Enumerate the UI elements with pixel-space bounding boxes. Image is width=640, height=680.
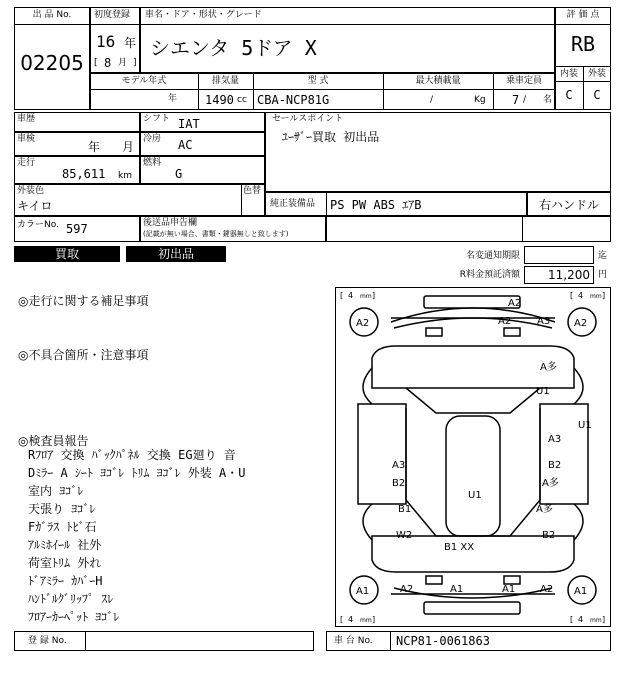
fuel-label: 燃料 bbox=[143, 158, 162, 168]
mark-top-bumper: A2 bbox=[508, 298, 522, 309]
mark-b1-xx: B1 XX bbox=[444, 542, 475, 553]
inspector-line: Rﾌﾛｱ 交換 ﾊﾞｯｸﾊﾟﾈﾙ 交換 EG廻り 音 bbox=[28, 448, 236, 462]
equipment-label: 純正装備品 bbox=[270, 199, 316, 209]
mark-wheel-tl: A2 bbox=[356, 318, 370, 329]
tyre-rr-bracket: [ bbox=[570, 615, 574, 624]
max-load-separator: / bbox=[430, 95, 434, 105]
ac-label: 冷房 bbox=[143, 134, 162, 144]
buy-tag: 買取 bbox=[14, 246, 120, 262]
equipment-vline bbox=[326, 192, 327, 216]
mark-a3-right: A3 bbox=[548, 434, 562, 445]
mark-b2-r2: B2 bbox=[542, 530, 556, 541]
reg-no-label: 登 録 No. bbox=[28, 636, 67, 646]
driving-notes-label: ◎走行に関する補足事項 bbox=[18, 294, 149, 308]
displacement-label: 排気量 bbox=[211, 76, 239, 86]
first-reg-month-unit: 月 bbox=[118, 58, 128, 68]
spec-row-hdivider bbox=[90, 89, 555, 90]
model-year-label: モデル年式 bbox=[121, 76, 167, 86]
tyre-fr-unit: mm bbox=[590, 293, 602, 300]
color-no-label: カラーNo. bbox=[17, 220, 59, 230]
rating-value: RB bbox=[570, 32, 596, 56]
tyre-rr: 4 bbox=[578, 615, 584, 624]
inspector-line: 天張り ﾖｺﾞﾚ bbox=[28, 502, 96, 516]
capacity-unit: 名 bbox=[543, 95, 553, 105]
later-report-value-cell bbox=[326, 216, 611, 242]
recycle-amount: 11,200 bbox=[548, 268, 590, 282]
shift-label: シフト bbox=[143, 114, 171, 124]
inspector-line: 荷室ﾄﾘﾑ 外れ bbox=[28, 556, 102, 570]
first-reg-label: 初度登録 bbox=[94, 10, 131, 20]
rating-grade-divider2 bbox=[555, 81, 611, 82]
capacity-separator: / bbox=[523, 95, 527, 105]
mark-w2: W2 bbox=[396, 530, 413, 541]
first-reg-month: 8 bbox=[104, 56, 112, 70]
tyre-fl: 4 bbox=[348, 291, 354, 300]
color-label: 外装色 bbox=[17, 186, 45, 196]
color-value: キイロ bbox=[17, 199, 53, 213]
inspector-line: ｱﾙﾐﾎｲｰﾙ 社外 bbox=[28, 538, 102, 552]
rating-divider bbox=[555, 24, 611, 25]
mark-a-dash-r2: A多 bbox=[536, 504, 553, 515]
recycle-unit: 円 bbox=[598, 270, 608, 280]
mark-b2-right: B2 bbox=[548, 460, 562, 471]
later-report-vline bbox=[522, 216, 523, 242]
recycle-label: R料金預託済額 bbox=[459, 270, 520, 280]
max-load-label: 最大積載量 bbox=[415, 76, 461, 86]
mark-wheel-br: A1 bbox=[574, 586, 588, 597]
mark-top-a2: A2 bbox=[498, 316, 512, 327]
steering-value: 右ハンドル bbox=[538, 198, 599, 212]
mileage-value: 85,611 bbox=[62, 167, 106, 181]
car-diagram-svg bbox=[336, 288, 610, 626]
displacement-unit: cc bbox=[237, 95, 247, 105]
mark-wheel-tr: A2 bbox=[574, 318, 588, 329]
first-reg-year: 16 bbox=[96, 32, 116, 51]
name-change-unit: 迄 bbox=[598, 251, 608, 261]
sales-point-text: ﾕｰｻﾞｰ買取 初出品 bbox=[282, 130, 380, 144]
chassis-label: 車 台 No. bbox=[334, 636, 373, 646]
displacement: 1490 bbox=[205, 93, 234, 107]
mark-bot-a2-right: A2 bbox=[540, 584, 554, 595]
later-report-note: (記載が無い場合、書類・鍵器無しと致します) bbox=[143, 230, 289, 238]
equipment-value: PS PW ABS ｴｱB bbox=[330, 198, 422, 212]
tyre-fl-unit: mm bbox=[360, 293, 372, 300]
inspector-line: Fｶﾞﾗｽ ﾄﾋﾞ石 bbox=[28, 520, 97, 534]
tyre-rl: 4 bbox=[348, 615, 354, 624]
tyre-fr-bracket-close: ] bbox=[602, 291, 606, 300]
color-no-value: 597 bbox=[66, 222, 88, 236]
inspector-line: ﾊﾝﾄﾞﾙｸﾞﾘｯﾌﾟ ｽﾚ bbox=[28, 592, 114, 606]
inspection-label: 車検 bbox=[17, 134, 36, 144]
inspector-line: ﾌﾛｱｰｶｰﾍﾟｯﾄ ﾖｺﾞﾚ bbox=[28, 610, 120, 624]
mark-a-dash3: A多 bbox=[540, 362, 557, 373]
inspector-line: Dﾐﾗｰ A ｼｰﾄ ﾖｺﾞﾚ ﾄﾘﾑ ﾖｺﾞﾚ 外装 A・U bbox=[28, 466, 246, 480]
reg-no-vline bbox=[85, 631, 86, 651]
capacity-label: 乗車定員 bbox=[505, 76, 542, 86]
inspector-line: 室内 ﾖｺﾞﾚ bbox=[28, 484, 84, 498]
tyre-fl-bracket: [ bbox=[340, 291, 344, 300]
name-change-box bbox=[524, 246, 594, 264]
inspector-report-label: ◎検査員報告 bbox=[18, 434, 89, 448]
first-reg-divider bbox=[90, 24, 140, 25]
inspector-line: ﾄﾞｱﾐﾗｰ ｶﾊﾞｰH bbox=[28, 574, 103, 588]
exterior-grade-label: 外装 bbox=[587, 69, 606, 79]
model-code: CBA-NCP81G bbox=[257, 93, 330, 107]
mark-bot-a1-b: A1 bbox=[502, 584, 516, 595]
capacity: 7 bbox=[512, 93, 520, 107]
mileage-label: 走行 bbox=[17, 158, 36, 168]
mark-a-dash-r: A多 bbox=[542, 478, 559, 489]
model-label: 型 式 bbox=[307, 76, 329, 86]
damage-diagram bbox=[335, 287, 611, 627]
sales-point-label: セールスポイント bbox=[272, 114, 344, 124]
first-listing-tag: 初出品 bbox=[126, 246, 226, 262]
mark-b1-left: B1 bbox=[398, 504, 412, 515]
interior-grade-label: 内装 bbox=[559, 69, 578, 79]
tyre-fr-bracket: [ bbox=[570, 291, 574, 300]
car-name-label: 車名・ドア・形状・グレード bbox=[145, 10, 262, 20]
mark-a3-left: A3 bbox=[392, 460, 406, 471]
first-reg-year-unit: 年 bbox=[124, 36, 137, 50]
lot-number-divider bbox=[14, 24, 90, 25]
mark-bot-a1-a: A1 bbox=[450, 584, 464, 595]
mark-top-a3: A3 bbox=[537, 316, 551, 327]
fuel-value: G bbox=[175, 167, 183, 181]
tyre-rl-unit: mm bbox=[360, 617, 372, 624]
mark-u1-center: U1 bbox=[468, 490, 482, 501]
mark-b2-left: B2 bbox=[392, 478, 406, 489]
tyre-rl-bracket-close: ] bbox=[372, 615, 376, 624]
tyre-rl-bracket: [ bbox=[340, 615, 344, 624]
shift-value: IAT bbox=[178, 117, 200, 131]
color-change-label: 色替 bbox=[243, 186, 262, 196]
rating-label: 評 価 点 bbox=[566, 10, 600, 20]
first-reg-month-open: [ bbox=[94, 58, 98, 68]
exterior-grade: C bbox=[593, 88, 601, 102]
ac-value: AC bbox=[178, 138, 193, 152]
inspection-month-unit: 月 bbox=[122, 140, 135, 154]
chassis-vline bbox=[390, 631, 391, 651]
mark-u1-a: U1 bbox=[536, 386, 550, 397]
tyre-rr-bracket-close: ] bbox=[602, 615, 606, 624]
lot-number-label: 出 品 No. bbox=[32, 10, 72, 20]
inspection-year-unit: 年 bbox=[88, 140, 101, 154]
name-change-label: 名変通知期限 bbox=[465, 251, 520, 261]
car-name: シエンタ 5ドア X bbox=[150, 36, 317, 60]
mark-wheel-bl: A1 bbox=[356, 586, 370, 597]
tyre-fr: 4 bbox=[578, 291, 584, 300]
defects-label: ◎不具合箇所・注意事項 bbox=[18, 348, 149, 362]
mark-u1-b: U1 bbox=[578, 420, 592, 431]
tyre-fl-bracket-close: ] bbox=[372, 291, 376, 300]
interior-grade: C bbox=[565, 88, 573, 102]
history-label: 車歴 bbox=[17, 114, 36, 124]
first-reg-month-close: ] bbox=[133, 58, 137, 68]
model-year-unit: 年 bbox=[168, 94, 178, 104]
chassis-number: NCP81-0061863 bbox=[396, 634, 490, 648]
later-report-label: 後送品申告欄 bbox=[143, 218, 198, 228]
mark-bot-a2-left: A2 bbox=[400, 584, 414, 595]
car-name-divider bbox=[140, 24, 555, 25]
tyre-rr-unit: mm bbox=[590, 617, 602, 624]
lot-number: 02205 bbox=[20, 51, 84, 75]
max-load-unit: Kg bbox=[474, 95, 486, 105]
mileage-unit: km bbox=[118, 171, 132, 181]
color-change-vline bbox=[241, 184, 242, 216]
